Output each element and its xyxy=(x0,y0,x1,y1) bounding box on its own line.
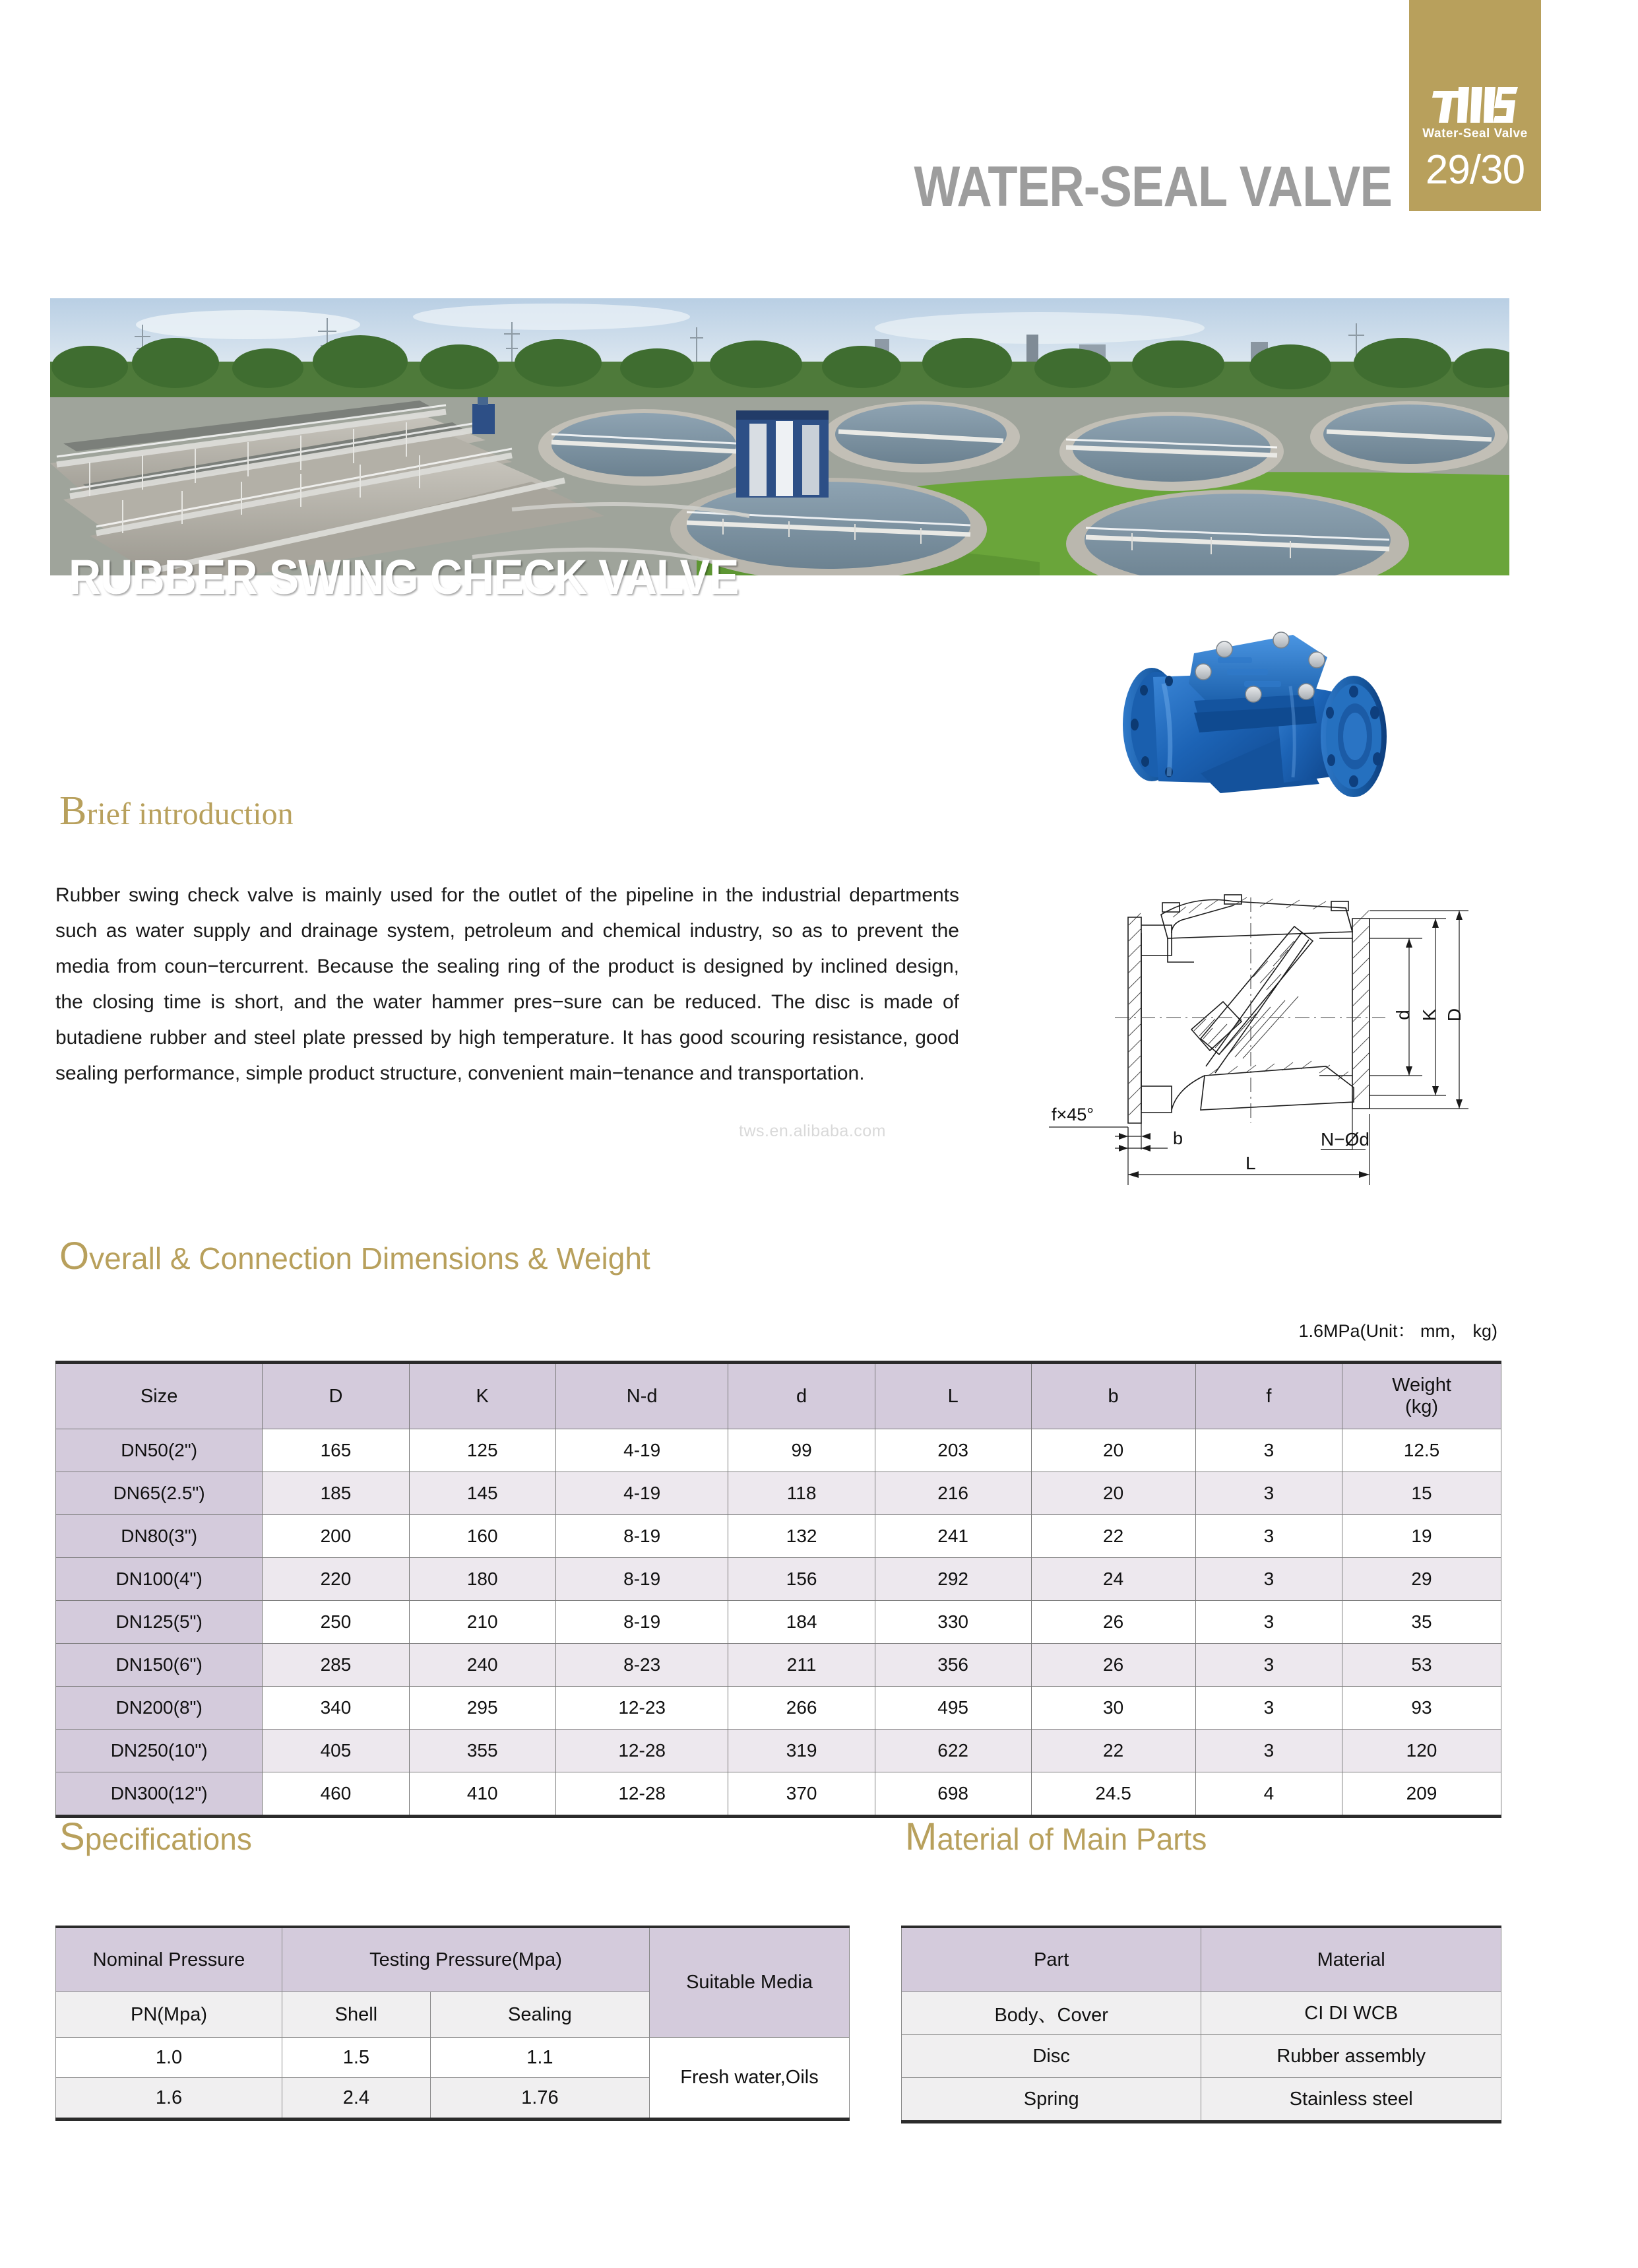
section-heading-overall-dimensions xyxy=(59,1234,650,1278)
drawing-label-b: b xyxy=(1173,1128,1183,1148)
cell-value: 4 xyxy=(1195,1772,1342,1817)
cell-value: 319 xyxy=(728,1730,875,1772)
cell-value: 495 xyxy=(875,1687,1031,1730)
cell-value: 8-23 xyxy=(555,1644,728,1687)
weight-header-line2: (kg) xyxy=(1405,1396,1438,1417)
table-row xyxy=(56,1558,1501,1601)
cell-value: 19 xyxy=(1342,1515,1501,1558)
cell-value: 370 xyxy=(728,1772,875,1817)
table-row xyxy=(56,1601,1501,1644)
cell-value: 200 xyxy=(263,1515,409,1558)
cell-value: 210 xyxy=(409,1601,555,1644)
spec-sealing-value: 1.1 xyxy=(430,2038,649,2078)
table-row xyxy=(902,2035,1501,2078)
cell-value: 30 xyxy=(1031,1687,1195,1730)
logo-subtitle: Water-Seal Valve xyxy=(1422,127,1528,141)
intro-paragraph: Rubber swing check valve is mainly used for the outlet of the pipeline in the industrial departments such as water supply and drainage system, petroleum and chemical industry, so as to prevent the media from coun−tercurrent. Because the sealing ring of the product is designed by inclined design, the closing time is short, and the water hammer pres−sure can be reduced. The disc is made of butadiene rubber and steel plate pressed by high temperature. It has good scouring resistance, good sealing performance, simple product structure, convenient main−tenance and transportation. xyxy=(55,884,959,1084)
cell-value: 220 xyxy=(263,1558,409,1601)
heading-text: verall & Connection Dimensions & Weight xyxy=(89,1241,650,1276)
cell-size: DN80(3") xyxy=(56,1515,263,1558)
cell-value: 93 xyxy=(1342,1687,1501,1730)
cell-size: DN50(2") xyxy=(56,1429,263,1472)
cell-value: 355 xyxy=(409,1730,555,1772)
cell-size: DN250(10") xyxy=(56,1730,263,1772)
cell-value: 8-19 xyxy=(555,1558,728,1601)
cell-value: 22 xyxy=(1031,1515,1195,1558)
cell-value: 156 xyxy=(728,1558,875,1601)
cell-value: 3 xyxy=(1195,1730,1342,1772)
spec-row xyxy=(56,2038,850,2078)
cell-value: 3 xyxy=(1195,1601,1342,1644)
cell-value: 698 xyxy=(875,1772,1031,1817)
cell-value: 3 xyxy=(1195,1687,1342,1730)
cell-value: 8-19 xyxy=(555,1515,728,1558)
cell-value: 622 xyxy=(875,1730,1031,1772)
cell-value: 405 xyxy=(263,1730,409,1772)
spec-subheader-sealing: Sealing xyxy=(430,1992,649,2038)
cell-material: Stainless steel xyxy=(1201,2078,1501,2122)
col-header-material: Material xyxy=(1201,1927,1501,1992)
spec-shell-value: 1.5 xyxy=(282,2038,431,2078)
cell-value: 4-19 xyxy=(555,1472,728,1515)
spec-header-nominal-pressure: Nominal Pressure xyxy=(56,1927,282,1992)
spec-shell-value: 2.4 xyxy=(282,2078,431,2120)
cell-value: 118 xyxy=(728,1472,875,1515)
heading-dropcap: S xyxy=(59,1815,85,1858)
cell-value: 26 xyxy=(1031,1644,1195,1687)
cell-value: 12-28 xyxy=(555,1730,728,1772)
dimensions-table xyxy=(55,1361,1501,1818)
material-table-head xyxy=(902,1927,1501,1992)
table-row xyxy=(56,1515,1501,1558)
drawing-label-L: L xyxy=(1245,1153,1256,1173)
cell-value: 24.5 xyxy=(1031,1772,1195,1817)
cell-value: 292 xyxy=(875,1558,1031,1601)
cell-part: Spring xyxy=(902,2078,1201,2122)
cell-value: 285 xyxy=(263,1644,409,1687)
spec-pn-value: 1.6 xyxy=(56,2078,282,2120)
drawing-label-d: d xyxy=(1393,1010,1413,1020)
cell-value: 12-23 xyxy=(555,1687,728,1730)
col-header-L: L xyxy=(875,1363,1031,1429)
cell-part: Disc xyxy=(902,2035,1201,2078)
cell-value: 4-19 xyxy=(555,1429,728,1472)
col-header-D: D xyxy=(263,1363,409,1429)
cell-value: 330 xyxy=(875,1601,1031,1644)
dimensions-table-body xyxy=(56,1429,1501,1817)
col-header-part: Part xyxy=(902,1927,1201,1992)
cell-value: 125 xyxy=(409,1429,555,1472)
cell-size: DN100(4") xyxy=(56,1558,263,1601)
cell-value: 3 xyxy=(1195,1558,1342,1601)
heading-text: pecifications xyxy=(84,1822,252,1856)
table-row xyxy=(56,1772,1501,1817)
weight-header-line1: Weight xyxy=(1392,1375,1451,1396)
table-row xyxy=(56,1472,1501,1515)
col-header-d: d xyxy=(728,1363,875,1429)
cell-size: DN65(2.5") xyxy=(56,1472,263,1515)
cell-size: DN150(6") xyxy=(56,1644,263,1687)
drawing-label-D: D xyxy=(1444,1008,1465,1022)
drawing-label-K: K xyxy=(1419,1008,1439,1021)
cell-value: 120 xyxy=(1342,1730,1501,1772)
heading-dropcap: M xyxy=(905,1815,937,1858)
section-heading-specifications xyxy=(59,1815,252,1859)
table-row xyxy=(56,1730,1501,1772)
cell-value: 29 xyxy=(1342,1558,1501,1601)
cell-value: 184 xyxy=(728,1601,875,1644)
col-header-b: b xyxy=(1031,1363,1195,1429)
spec-header-testing-pressure: Testing Pressure(Mpa) xyxy=(282,1927,650,1992)
cell-value: 240 xyxy=(409,1644,555,1687)
cell-value: 3 xyxy=(1195,1515,1342,1558)
cell-value: 15 xyxy=(1342,1472,1501,1515)
cell-value: 99 xyxy=(728,1429,875,1472)
valve-cross-section-drawing xyxy=(1036,878,1497,1208)
col-header-Nd: N-d xyxy=(555,1363,728,1429)
page-number: 29/30 xyxy=(1425,147,1525,193)
spec-subheader-shell: Shell xyxy=(282,1992,431,2038)
cell-value: 24 xyxy=(1031,1558,1195,1601)
cell-value: 160 xyxy=(409,1515,555,1558)
cell-material: Rubber assembly xyxy=(1201,2035,1501,2078)
cell-value: 241 xyxy=(875,1515,1031,1558)
spec-sealing-value: 1.76 xyxy=(430,2078,649,2120)
cell-size: DN200(8") xyxy=(56,1687,263,1730)
product-photo-swing-check-valve xyxy=(1095,620,1438,812)
banner-photo-water-treatment-plant xyxy=(50,298,1509,575)
heading-dropcap: B xyxy=(59,789,87,833)
col-header-K: K xyxy=(409,1363,555,1429)
cell-value: 145 xyxy=(409,1472,555,1515)
cell-value: 216 xyxy=(875,1472,1031,1515)
table-row xyxy=(902,1992,1501,2035)
cell-value: 20 xyxy=(1031,1472,1195,1515)
col-header-f: f xyxy=(1195,1363,1342,1429)
cell-value: 26 xyxy=(1031,1601,1195,1644)
section-heading-brief-introduction xyxy=(59,788,294,835)
dimensions-table-head xyxy=(56,1363,1501,1429)
cell-value: 8-19 xyxy=(555,1601,728,1644)
col-header-weight xyxy=(1342,1363,1501,1429)
heading-text: rief introduction xyxy=(86,796,294,831)
cell-value: 180 xyxy=(409,1558,555,1601)
material-table xyxy=(901,1926,1501,2123)
spec-header-suitable-media: Suitable Media xyxy=(650,1927,850,2038)
cell-value: 250 xyxy=(263,1601,409,1644)
cell-value: 340 xyxy=(263,1687,409,1730)
cell-value: 12.5 xyxy=(1342,1429,1501,1472)
cell-part: Body、Cover xyxy=(902,1992,1201,2035)
cell-value: 20 xyxy=(1031,1429,1195,1472)
heading-text: aterial of Main Parts xyxy=(937,1822,1207,1856)
material-header-row xyxy=(902,1927,1501,1992)
cell-size: DN125(5") xyxy=(56,1601,263,1644)
table-row xyxy=(56,1644,1501,1687)
cell-value: 3 xyxy=(1195,1644,1342,1687)
cell-value: 35 xyxy=(1342,1601,1501,1644)
specifications-table xyxy=(55,1926,850,2121)
cell-value: 165 xyxy=(263,1429,409,1472)
cell-value: 53 xyxy=(1342,1644,1501,1687)
cell-size: DN300(12") xyxy=(56,1772,263,1817)
alibaba-watermark: tws.en.alibaba.com xyxy=(739,1122,887,1140)
table-row xyxy=(56,1687,1501,1730)
tws-logo-icon xyxy=(1432,86,1518,124)
cell-value: 3 xyxy=(1195,1472,1342,1515)
cell-value: 356 xyxy=(875,1644,1031,1687)
cell-value: 410 xyxy=(409,1772,555,1817)
spec-pn-value: 1.0 xyxy=(56,2038,282,2078)
drawing-label-f45: f×45° xyxy=(1052,1105,1094,1124)
section-heading-material-of-main-parts xyxy=(905,1815,1207,1859)
cell-material: CI DI WCB xyxy=(1201,1992,1501,2035)
table-row xyxy=(902,2078,1501,2122)
cell-value: 12-28 xyxy=(555,1772,728,1817)
cell-value: 132 xyxy=(728,1515,875,1558)
cell-value: 22 xyxy=(1031,1730,1195,1772)
dimensions-unit-note: 1.6MPa(Unit： mm， kg) xyxy=(1298,1321,1497,1341)
cell-value: 460 xyxy=(263,1772,409,1817)
cell-value: 295 xyxy=(409,1687,555,1730)
spec-subheader-pn: PN(Mpa) xyxy=(56,1992,282,2038)
cell-value: 211 xyxy=(728,1644,875,1687)
cell-value: 209 xyxy=(1342,1772,1501,1817)
table-row xyxy=(56,1429,1501,1472)
spec-header-row-1 xyxy=(56,1927,850,1992)
dimensions-header-row xyxy=(56,1363,1501,1429)
drawing-label-Nd: N−Ød xyxy=(1321,1129,1370,1150)
spec-media-value: Fresh water,Oils xyxy=(650,2038,850,2120)
col-header-size: Size xyxy=(56,1363,263,1429)
cell-value: 3 xyxy=(1195,1429,1342,1472)
cell-value: 266 xyxy=(728,1687,875,1730)
heading-dropcap: O xyxy=(59,1235,90,1278)
brand-title: WATER-SEAL VALVE xyxy=(914,155,1392,218)
material-table-body xyxy=(902,1992,1501,2122)
cell-value: 203 xyxy=(875,1429,1031,1472)
cell-value: 185 xyxy=(263,1472,409,1515)
product-banner-title: RUBBER SWING CHECK VALVE xyxy=(69,550,739,604)
